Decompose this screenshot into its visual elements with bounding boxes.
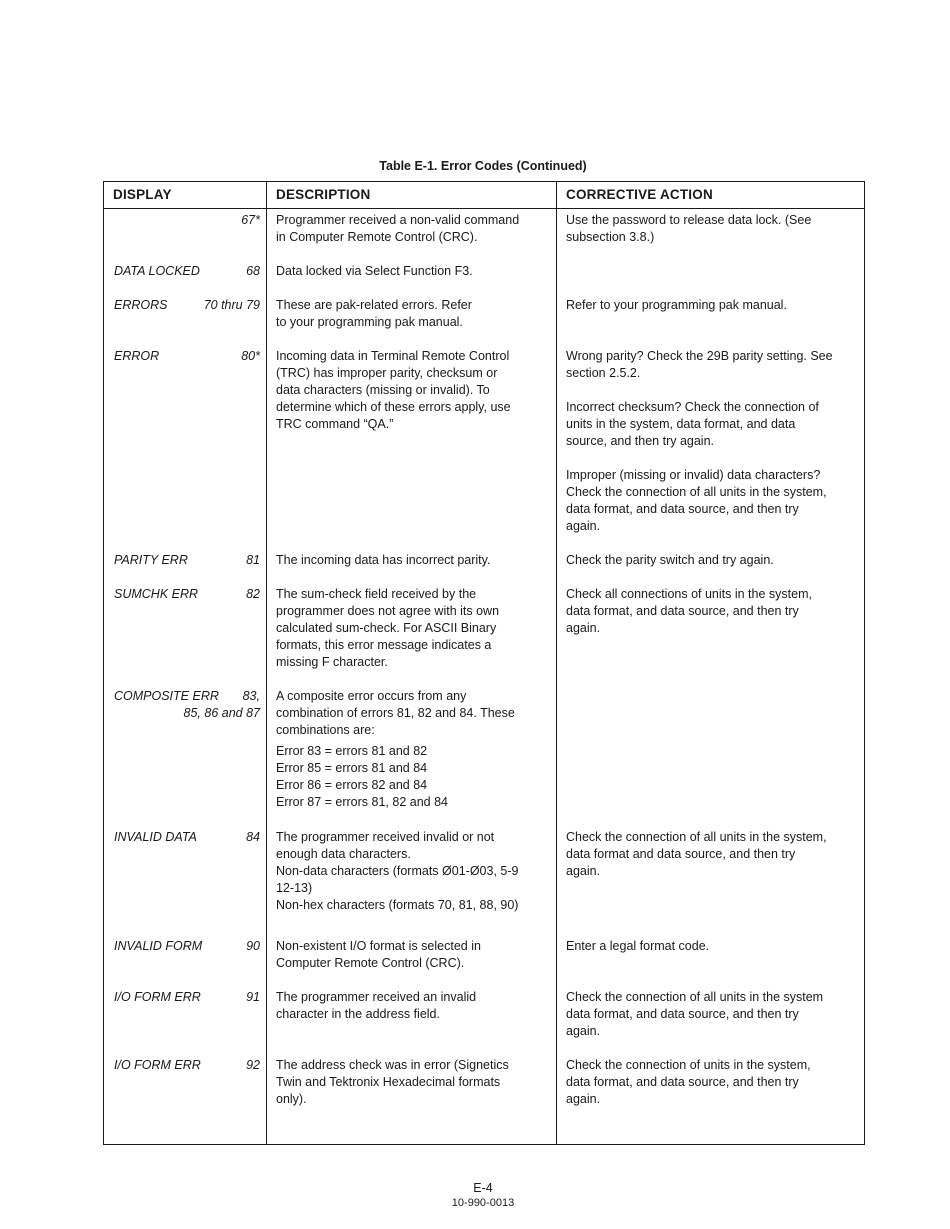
text-line: Non-data characters (formats Ø01-Ø03, 5-9	[276, 864, 519, 878]
text-line: TRC command “QA.”	[276, 417, 394, 431]
text-line: Refer to your programming pak manual.	[566, 298, 787, 312]
table-caption: Table E-1. Error Codes (Continued)	[379, 159, 587, 173]
corrective-action-cell	[566, 297, 864, 314]
text-line: data format, and data source, and then try	[566, 1007, 799, 1021]
text-line: data characters (missing or invalid). To	[276, 383, 490, 397]
error-code: 90	[246, 939, 260, 953]
text-line: Data locked via Select Function F3.	[276, 264, 473, 278]
text-line: formats, this error message indicates a	[276, 638, 492, 652]
text-line: Check the connection of all units in the system,	[566, 485, 827, 499]
description-cell	[276, 1057, 558, 1108]
text-line: Check the connection of units in the system,	[566, 1058, 811, 1072]
text-line: character in the address field.	[276, 1007, 440, 1021]
description-cell	[276, 552, 558, 569]
text-line: Non-hex characters (formats 70, 81, 88, 90)	[276, 898, 519, 912]
description-cell	[276, 829, 558, 914]
text-line: Use the password to release data lock. (See	[566, 213, 812, 227]
description-cell	[276, 348, 558, 433]
text-line: Check all connections of units in the system,	[566, 587, 812, 601]
text-line: again.	[566, 1092, 601, 1106]
text-line: Check the parity switch and try again.	[566, 553, 774, 567]
error-code: 81	[246, 553, 260, 567]
error-code: 68	[246, 264, 260, 278]
text-line: A composite error occurs from any	[276, 689, 467, 703]
display-name: COMPOSITE ERR	[114, 689, 219, 703]
corrective-action-cell	[566, 938, 864, 955]
description-cell	[276, 688, 558, 811]
display-name: INVALID DATA	[114, 830, 197, 844]
text-line: Error 86 = errors 82 and 84	[276, 778, 428, 792]
document-number: 10-990-0013	[451, 1197, 515, 1209]
text-line: in Computer Remote Control (CRC).	[276, 230, 478, 244]
text-line: Twin and Tektronix Hexadecimal formats	[276, 1075, 501, 1089]
display-name: ERROR	[114, 349, 160, 363]
text-line: determine which of these errors apply, use	[276, 400, 511, 414]
text-line: These are pak-related errors. Refer	[276, 298, 472, 312]
description-cell	[276, 212, 558, 246]
error-code: 82	[246, 587, 260, 601]
text-line: combinations are:	[276, 723, 375, 737]
column-divider	[266, 182, 267, 1144]
display-name: ERRORS	[114, 298, 168, 312]
text-line: The programmer received an invalid	[276, 990, 477, 1004]
corrective-action-cell	[566, 552, 864, 569]
text-line: missing F character.	[276, 655, 388, 669]
text-line: Programmer received a non-valid command	[276, 213, 520, 227]
error-code: 92	[246, 1058, 260, 1072]
text-line: Improper (missing or invalid) data characters?	[566, 468, 821, 482]
description-cell	[276, 263, 558, 280]
display-name: I/O FORM ERR	[114, 1058, 201, 1072]
text-line: enough data characters.	[276, 847, 411, 861]
description-cell	[276, 938, 558, 972]
text-line: Non-existent I/O format is selected in	[276, 939, 481, 953]
corrective-action-cell	[566, 348, 864, 535]
text-line: data format, and data source, and then try	[566, 502, 799, 516]
description-cell	[276, 297, 558, 331]
display-name: SUMCHK ERR	[114, 587, 199, 601]
corrective-action-cell	[566, 829, 864, 880]
text-line: combination of errors 81, 82 and 84. These	[276, 706, 515, 720]
text-line: programmer does not agree with its own	[276, 604, 500, 618]
text-line: again.	[566, 1024, 601, 1038]
text-line: to your programming pak manual.	[276, 315, 463, 329]
text-line: Check the connection of all units in the system	[566, 990, 824, 1004]
text-line: Error 85 = errors 81 and 84	[276, 761, 428, 775]
text-line: 12-13)	[276, 881, 313, 895]
display-name: I/O FORM ERR	[114, 990, 201, 1004]
corrective-action-cell	[566, 1057, 864, 1108]
description-cell	[276, 586, 558, 671]
text-line: Enter a legal format code.	[566, 939, 710, 953]
text-line: Incorrect checksum? Check the connection of	[566, 400, 819, 414]
text-line: subsection 3.8.)	[566, 230, 655, 244]
text-line: The incoming data has incorrect parity.	[276, 553, 491, 567]
header-corrective-action: CORRECTIVE ACTION	[566, 187, 713, 202]
text-line: Check the connection of all units in the system,	[566, 830, 827, 844]
error-code: 91	[246, 990, 260, 1004]
text-line: source, and then try again.	[566, 434, 715, 448]
error-code: 80*	[241, 349, 260, 363]
text-line: Error 87 = errors 81, 82 and 84	[276, 795, 448, 809]
description-cell	[276, 989, 558, 1023]
corrective-action-cell	[566, 586, 864, 637]
text-line: (TRC) has improper parity, checksum or	[276, 366, 498, 380]
header-description: DESCRIPTION	[276, 187, 371, 202]
display-name-continued: 85, 86 and 87	[183, 706, 260, 720]
text-line: data format, and data source, and then try	[566, 1075, 799, 1089]
text-line: again.	[566, 621, 601, 635]
text-line: Wrong parity? Check the 29B parity setting. See	[566, 349, 833, 363]
error-code: 83,	[242, 689, 260, 703]
text-line: data format, and data source, and then try	[566, 604, 799, 618]
error-codes-table	[103, 181, 865, 1145]
text-line: Incoming data in Terminal Remote Control	[276, 349, 510, 363]
text-line: again.	[566, 519, 601, 533]
corrective-action-cell	[566, 212, 864, 246]
page-number: E-4	[473, 1181, 493, 1195]
text-line: units in the system, data format, and data	[566, 417, 796, 431]
error-code: 84	[246, 830, 260, 844]
text-line: The sum-check field received by the	[276, 587, 477, 601]
display-name: PARITY ERR	[114, 553, 188, 567]
header-divider	[104, 208, 864, 209]
text-line: The address check was in error (Signetics	[276, 1058, 509, 1072]
corrective-action-cell	[566, 989, 864, 1040]
error-code: 67*	[241, 213, 260, 227]
text-line: Error 83 = errors 81 and 82	[276, 744, 428, 758]
text-line: again.	[566, 864, 601, 878]
text-line: only).	[276, 1092, 307, 1106]
error-code: 70 thru 79	[203, 298, 260, 312]
text-line: data format and data source, and then try	[566, 847, 796, 861]
text-line: section 2.5.2.	[566, 366, 641, 380]
text-line: Computer Remote Control (CRC).	[276, 956, 465, 970]
text-line: calculated sum-check. For ASCII Binary	[276, 621, 497, 635]
display-name: DATA LOCKED	[114, 264, 200, 278]
text-line: The programmer received invalid or not	[276, 830, 495, 844]
display-name: INVALID FORM	[114, 939, 203, 953]
header-display: DISPLAY	[113, 187, 172, 202]
